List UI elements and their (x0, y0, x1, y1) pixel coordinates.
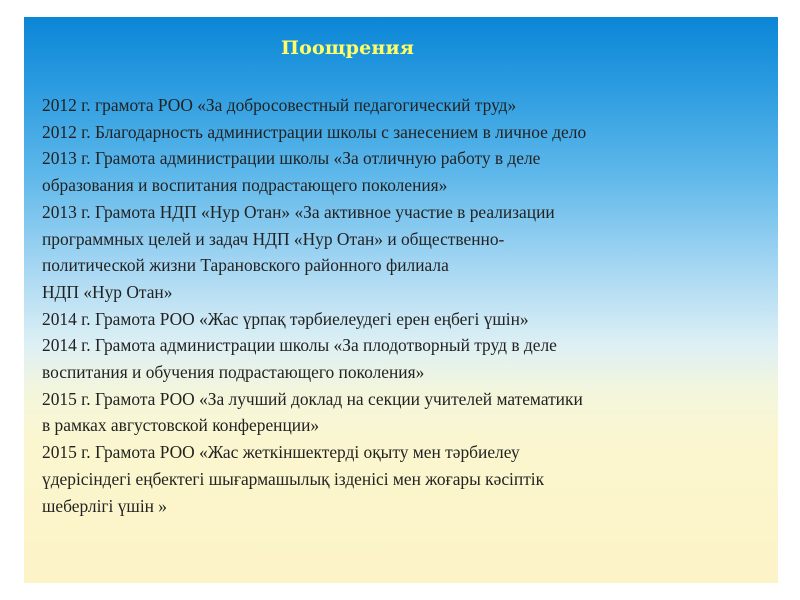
award-line: 2015 г. Грамота РОО «Жас жеткіншектерді оқыту мен тәрбиелеу (42, 442, 520, 463)
award-list (42, 92, 762, 519)
award-line: 2013 г. Грамота администрации школы «За отличную работу в деле (42, 148, 541, 169)
award-item (42, 439, 762, 519)
award-line: 2014 г. Грамота администрации школы «За плодотворный труд в деле (42, 335, 557, 356)
award-line: 2015 г. Грамота РОО «За лучший доклад на секции учителей математики (42, 388, 583, 409)
award-item (42, 92, 762, 119)
slide-title: Поощрения (281, 37, 415, 59)
award-line: образования и воспитания подрастающего поколения» (42, 175, 448, 196)
award-item (42, 199, 762, 306)
award-line: программных целей и задач НДП «Нур Отан» и общественно- (42, 228, 505, 249)
award-item (42, 306, 762, 333)
award-item (42, 119, 762, 146)
award-line: үдерісіндегі еңбектегі шығармашылық ізденісі мен жоғары кәсіптік (42, 468, 545, 489)
award-line: 2012 г. Благодарность администрации школы с занесением в личное дело (42, 121, 587, 142)
slide (24, 17, 778, 583)
award-line: политической жизни Тарановского районного филиала (42, 255, 449, 276)
award-line: 2013 г. Грамота НДП «Нур Отан» «За активное участие в реализации (42, 201, 555, 222)
award-line: 2014 г. Грамота РОО «Жас үрпақ тәрбиелеудегі ерен еңбегі үшін» (42, 308, 529, 329)
award-item (42, 386, 762, 439)
award-item (42, 145, 762, 198)
award-line: 2012 г. грамота РОО «За добросовестный педагогический труд» (42, 95, 517, 115)
award-item (42, 332, 762, 385)
award-line: в рамках августовской конференции» (42, 415, 320, 436)
award-line: НДП «Нур Отан» (42, 281, 173, 302)
award-line: воспитания и обучения подрастающего поколения» (42, 362, 425, 383)
award-line: шеберлігі үшін » (42, 495, 168, 516)
